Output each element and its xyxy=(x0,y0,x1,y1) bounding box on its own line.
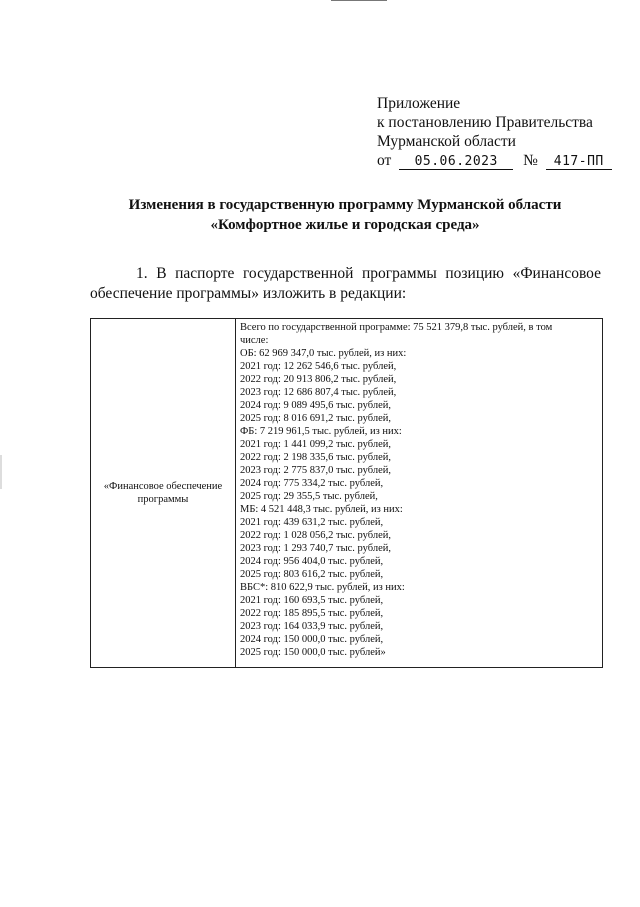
title-line-2: «Комфортное жилье и городская среда» xyxy=(210,217,480,233)
scan-edge-mark xyxy=(0,455,2,489)
financing-line: 2021 год: 12 262 546,6 тыс. рублей, xyxy=(240,361,397,372)
top-rule xyxy=(331,0,387,1)
financing-line: 2025 год: 150 000,0 тыс. рублей» xyxy=(240,647,386,658)
financing-line: 2025 год: 803 616,2 тыс. рублей, xyxy=(240,569,384,580)
financing-line: 2023 год: 2 775 837,0 тыс. рублей, xyxy=(240,465,392,476)
financing-line: числе: xyxy=(240,335,269,346)
appendix-header xyxy=(377,94,612,170)
financing-line: 2021 год: 1 441 099,2 тыс. рублей, xyxy=(240,439,392,450)
body-paragraph: 1. В паспорте государственной программы позицию «Финансовое обеспечение программы» изложить в редакции: xyxy=(90,265,601,302)
financing-line: МБ: 4 521 448,3 тыс. рублей, из них: xyxy=(240,504,403,515)
title-line-1: Изменения в государственную программу Мурманской области xyxy=(128,197,562,213)
financing-line: 2022 год: 20 913 806,2 тыс. рублей, xyxy=(240,374,397,385)
financing-line: ФБ: 7 219 961,5 тыс. рублей, из них: xyxy=(240,426,402,437)
financing-line: Всего по государственной программе: 75 521 379,8 тыс. рублей, в том xyxy=(240,322,553,333)
appendix-date-line xyxy=(377,151,612,170)
document-title xyxy=(60,195,630,235)
financing-details-cell xyxy=(236,319,603,668)
appendix-region: Мурманской области xyxy=(377,133,516,150)
financing-line: ВБС*: 810 622,9 тыс. рублей, из них: xyxy=(240,582,405,593)
financing-line: 2024 год: 150 000,0 тыс. рублей, xyxy=(240,634,384,645)
financing-line: 2024 год: 9 089 495,6 тыс. рублей, xyxy=(240,400,392,411)
number-label: № xyxy=(523,152,538,169)
financing-line: 2023 год: 1 293 740,7 тыс. рублей, xyxy=(240,543,392,554)
financing-line: 2021 год: 439 631,2 тыс. рублей, xyxy=(240,517,384,528)
financing-line: 2024 год: 775 334,2 тыс. рублей, xyxy=(240,478,384,489)
financing-line: 2025 год: 29 355,5 тыс. рублей, xyxy=(240,491,378,502)
from-label: от xyxy=(377,152,392,169)
financing-line: 2023 год: 164 033,9 тыс. рублей, xyxy=(240,621,384,632)
financing-line: 2025 год: 8 016 691,2 тыс. рублей, xyxy=(240,413,392,424)
resolution-number: 417-ПП xyxy=(546,154,612,170)
appendix-resolution: к постановлению Правительства xyxy=(377,114,593,131)
resolution-date: 05.06.2023 xyxy=(399,154,513,170)
financing-line: 2022 год: 1 028 056,2 тыс. рублей, xyxy=(240,530,392,541)
financing-line: 2022 год: 2 198 335,6 тыс. рублей, xyxy=(240,452,392,463)
financing-table xyxy=(90,318,603,668)
appendix-title: Приложение xyxy=(377,95,461,112)
financing-line: ОБ: 62 969 347,0 тыс. рублей, из них: xyxy=(240,348,407,359)
financing-line: 2024 год: 956 404,0 тыс. рублей, xyxy=(240,556,384,567)
financing-line: 2023 год: 12 686 807,4 тыс. рублей, xyxy=(240,387,397,398)
position-name-cell: «Финансовое обеспечение программы xyxy=(91,319,236,668)
financing-line: 2022 год: 185 895,5 тыс. рублей, xyxy=(240,608,384,619)
table-row xyxy=(91,319,603,668)
financing-line: 2021 год: 160 693,5 тыс. рублей, xyxy=(240,595,384,606)
